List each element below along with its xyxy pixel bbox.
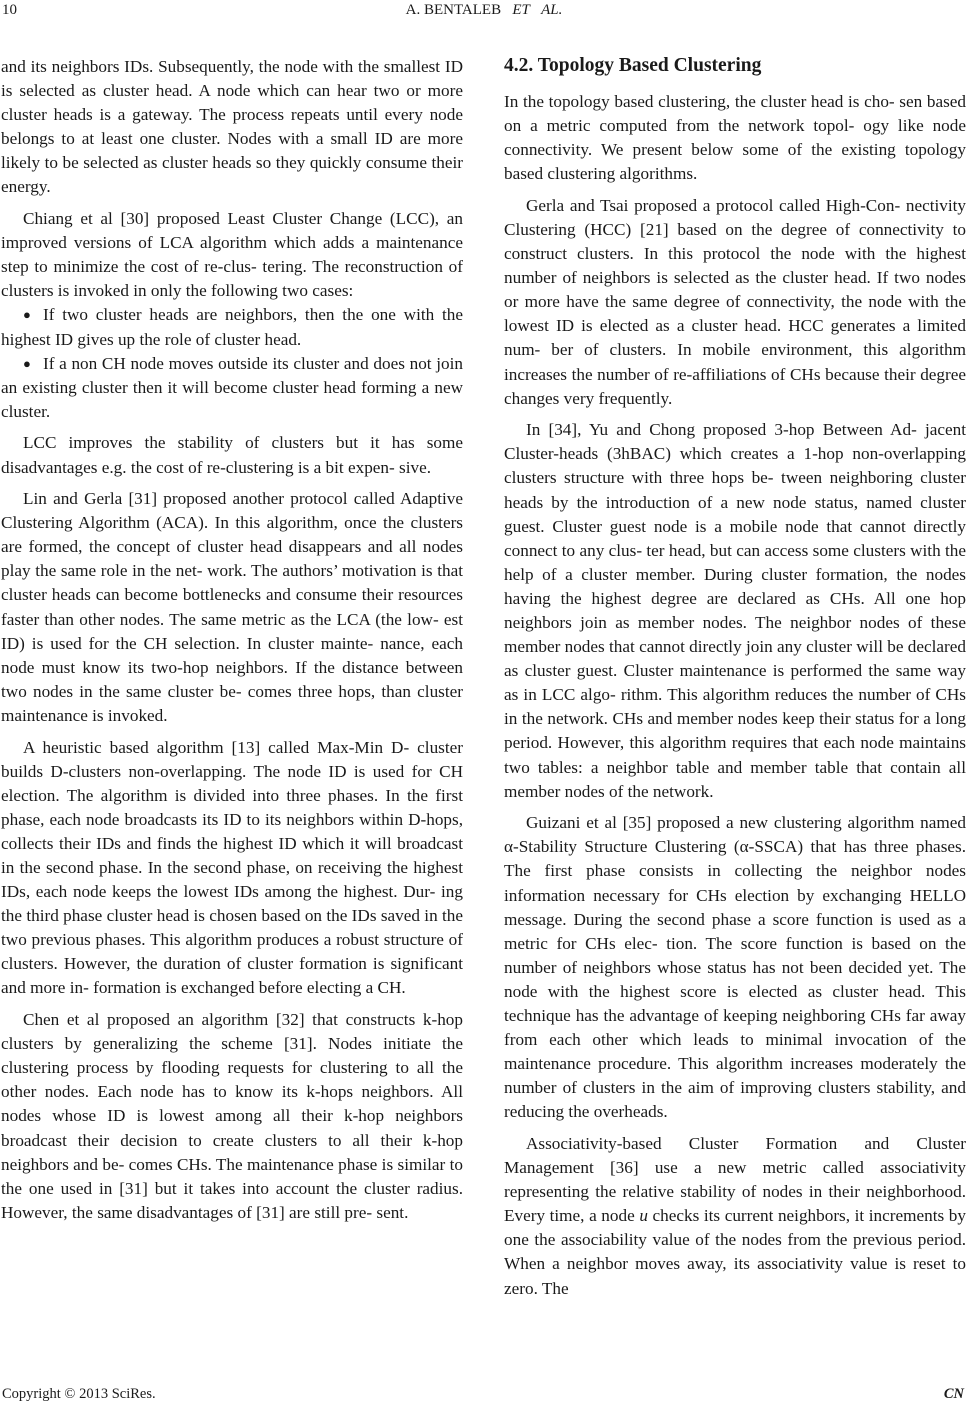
bullet-item-1-text: If two cluster heads are neighbors, then the one with the highest ID gives up the role of cluster head. [1, 305, 463, 349]
bullet-item-2-text: If a non CH node moves outside its cluster and does not join an existing cluster then it will become cluster head forming a new cluster. [1, 353, 463, 421]
journal-abbreviation: CN [943, 1386, 964, 1402]
right-paragraph-2: Gerla and Tsai proposed a protocol called High-Con- nectivity Clustering (HCC) [21] based on the degree of connectivity to construct clusters. In this protocol the node with the highest number of neighbors is selected as the cluster head. If two nodes or more have the same degree of connectivity, the node with the lowest ID is elected as a cluster head. HCC generates a limited num- ber of clusters. In mobile environment, this algorithm increases the number of re-affiliations of CHs because their degree changes very frequently. [504, 195, 966, 408]
left-paragraph-2: Chiang et al [30] proposed Least Cluster Change (LCC), an improved versions of LCA algorithm which adds a maintenance step to minimize the cost of re-clus- tering. The reconstruction of clusters is invoked in only the following two cases: [1, 209, 463, 301]
copyright-notice: Copyright © 2013 SciRes. [2, 1386, 156, 1402]
running-head-al: AL. [541, 2, 563, 18]
right-paragraph-1: In the topology based clustering, the cluster head is cho- sen based on a metric computed from the network topol- ogy like node connectivity. We present below some of the existing topology based clustering algorithms. [504, 92, 966, 184]
right-paragraph-5-end: checks its current neighbors, it increments by one the associability value of the nodes from the previous period. When a neighbor moves away, its associativity value is reset to zero. The [504, 1206, 966, 1298]
running-head-author: A. BENTALEB [405, 2, 502, 18]
left-paragraph-6: Chen et al proposed an algorithm [32] that constructs k-hop clusters by generalizing the scheme [31]. Nodes initiate the clustering process by flooding requests for clustering to all the other nodes. Each node has to know its k-hops neighbors. All nodes whose ID is lowest among all their k-hop neighbors broadcast their decision to create clusters to all their k-hop neighbors and be- comes CHs. The maintenance phase is similar to the one used in [31] but it takes into account the cluster radius. However, the same disadvantages of [31] are still pre- sent. [1, 1010, 463, 1222]
page-footer [0, 1386, 968, 1408]
right-paragraph-5 [504, 1132, 966, 1301]
right-column [504, 53, 966, 1301]
bullet-item-2 [1, 352, 463, 424]
bullet-icon: ● [23, 355, 31, 371]
left-paragraph-3: LCC improves the stability of clusters but it has some disadvantages e.g. the cost of re-clustering is a bit expen- sive. [1, 433, 463, 477]
bullet-icon: ● [23, 307, 31, 323]
left-paragraph-1: and its neighbors IDs. Subsequently, the node with the smallest ID is selected as cluster head. A node which can hear two or more cluster heads is a gateway. The process repeats until every node belongs to at least one cluster. Nodes with a small ID are more likely to be selected as cluster heads so they quickly consume their energy. [1, 57, 463, 197]
left-column [1, 55, 463, 1225]
right-paragraph-5-start: Associativity-based Cluster Formation and Cluster Management [36] use a new metric called associativity representing the relative stability of nodes in their neighborhood. Every time, a node [504, 1133, 966, 1226]
running-head-et: ET [512, 2, 530, 18]
left-paragraph-5: A heuristic based algorithm [13] called Max-Min D- cluster builds D-clusters non-overlapping. The node ID is used for CH election. The algorithm is divided into three phases. In the first phase, each node broadcasts its ID to its neighbors within D-hops, collects their IDs and finds the highest ID which it will broadcast in the second phase. In the second phase, on receiving the highest IDs, each node keeps the lowest IDs among the highest. Dur- ing the third phase cluster head is chosen based on the IDs saved in the two previous phases. This algorithm produces a robust structure of clusters. However, the duration of cluster formation is significant and more in- formation is exchanged before electing a CH. [1, 737, 463, 998]
page-number: 10 [2, 2, 17, 18]
right-paragraph-4: Guizani et al [35] proposed a new clustering algorithm named α-Stability Structure Clustering (α-SSCA) that has three phases. The first phase consists in collecting the neighbor nodes information necessary for CHs election by exchanging HELLO message. During the second phase a score function is used as a metric for CHs elec- tion. The score function is based on the number of neighbors whose status has not been decided yet. The node with the highest score is elected as cluster head. This technique has the advantage of keeping neighboring CHs far away from each other which leads to minimal invocation of the maintenance procedure. This algorithm increases moderately the number of clusters in the aim of improving clusters stability, and reducing the overheads. [504, 813, 966, 1122]
running-head [0, 2, 968, 19]
section-heading: 4.2. Topology Based Clustering [504, 55, 762, 76]
page-header [0, 2, 968, 26]
left-paragraph-4: Lin and Gerla [31] proposed another protocol called Adaptive Clustering Algorithm (ACA). In this algorithm, once the clusters are formed, the concept of cluster head disappears and all nodes play the same role in the net- work. The authors’ motivation is that cluster heads can become bottlenecks and consume their resources faster than other nodes. The same metric as the LCA (the low- est ID) is used for the CH selection. In cluster mainte- nance, each node must know its two-hop neighbors. If the distance between two nodes in the same cluster be- comes three hops, than cluster maintenance is invoked. [1, 489, 463, 725]
right-paragraph-3: In [34], Yu and Chong proposed 3-hop Between Ad- jacent Cluster-heads (3hBAC) which creates a 1-hop non-overlapping clusters structure with three hops be- tween neighboring cluster heads by the introduction of a new node status, named cluster guest. Cluster guest node is a mobile node that cannot directly connect to any clus- ter head, but can access some clusters with the help of a cluster member. During cluster formation, the nodes having the highest degree are declared as CHs. All one hop neighbors join as member nodes. The neighbor nodes of these member nodes that cannot directly join any cluster will be declared as cluster guest. Cluster maintenance is performed the same way as in LCC algo- rithm. This algorithm reduces the number of CHs in the network. CHs and member nodes keep their status for a long period. However, this algorithm requires that each node maintains two tables: a neighbor table and member table that contain all member nodes of the network. [504, 420, 966, 801]
bullet-item-1 [1, 303, 463, 351]
variable-u: u [639, 1206, 648, 1226]
